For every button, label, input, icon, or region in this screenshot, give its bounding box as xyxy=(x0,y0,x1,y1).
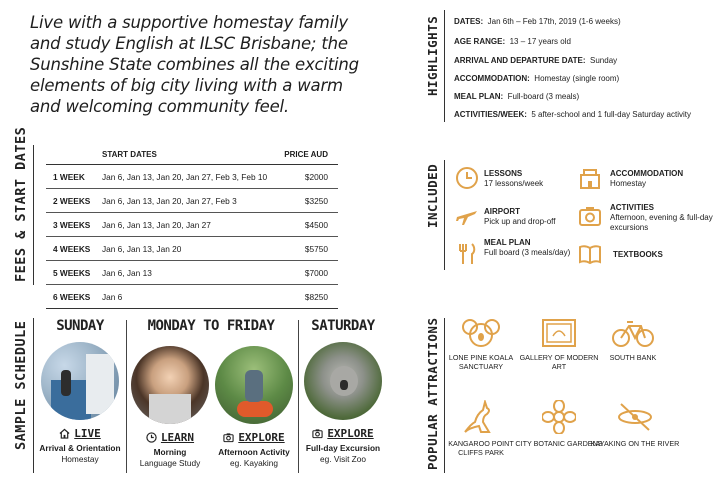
cutlery-icon xyxy=(455,242,479,266)
highlight-label: ARRIVAL AND DEPARTURE DATE: xyxy=(454,56,586,65)
price-cell: $3250 xyxy=(282,189,338,213)
included-title: LESSONS xyxy=(484,169,523,178)
activity-label: LIVE xyxy=(74,427,101,440)
activity-label: EXPLORE xyxy=(327,427,374,440)
included-activities xyxy=(610,203,715,233)
section-divider-highlights xyxy=(444,10,445,122)
price-cell: $7000 xyxy=(282,261,338,285)
included-desc: Afternoon, evening & full-day excursions xyxy=(610,213,713,232)
included-title: ACCOMMODATION xyxy=(610,169,684,178)
price-cell: $4500 xyxy=(282,213,338,237)
section-divider-fees xyxy=(33,145,34,285)
section-label-fees: FEES & START DATES xyxy=(13,126,29,282)
activity-line2: eg. Kayaking xyxy=(230,458,278,468)
kayak-icon xyxy=(617,400,653,434)
highlight-age xyxy=(454,37,571,46)
activity-line1: Afternoon Activity xyxy=(218,447,290,457)
activity-line2: Homestay xyxy=(61,454,99,464)
section-label-attractions: POPULAR ATTRACTIONS xyxy=(425,317,440,470)
table-row xyxy=(46,165,338,189)
highlight-label: DATES: xyxy=(454,17,484,26)
duration-cell: 2 WEEKS xyxy=(46,189,102,213)
highlight-value: Sunday xyxy=(590,56,618,65)
attraction-koala xyxy=(436,318,526,371)
highlight-value: Jan 6th – Feb 17th, 2019 (1-6 weeks) xyxy=(487,17,621,26)
building-icon xyxy=(578,166,602,190)
price-cell: $2000 xyxy=(282,165,338,189)
flower-icon xyxy=(542,400,576,434)
dates-cell: Jan 6 xyxy=(102,285,282,309)
student-photo xyxy=(131,346,209,424)
camera-icon xyxy=(223,432,234,443)
included-title: AIRPORT xyxy=(484,207,520,216)
included-desc: Homestay xyxy=(610,179,647,188)
fees-header-price: PRICE AUD xyxy=(282,145,338,165)
day-title: MONDAY TO FRIDAY xyxy=(147,318,275,334)
dates-cell: Jan 6, Jan 13, Jan 20, Jan 27 xyxy=(102,213,282,237)
duration-cell: 6 WEEKS xyxy=(46,285,102,309)
day-title: SUNDAY xyxy=(56,318,104,334)
included-desc: Pick up and drop-off xyxy=(484,217,556,226)
attraction-name: GALLERY OF MODERN ART xyxy=(519,353,599,371)
attraction-kayaking xyxy=(590,400,680,448)
dates-cell: Jan 6, Jan 13, Jan 20 xyxy=(102,237,282,261)
dates-cell: Jan 6, Jan 13, Jan 20, Jan 27, Feb 3, Feb 10 xyxy=(102,165,282,189)
activity-live xyxy=(30,427,130,440)
highlight-accommodation xyxy=(454,74,619,83)
fees-table xyxy=(46,145,338,309)
table-row xyxy=(46,237,338,261)
airplane-icon xyxy=(455,204,479,228)
fees-header-duration xyxy=(46,145,102,165)
clock-icon xyxy=(146,432,157,443)
price-cell: $8250 xyxy=(282,285,338,309)
included-desc: Full board (3 meals/day) xyxy=(484,248,571,257)
attraction-name: KAYAKING ON THE RIVER xyxy=(590,439,680,448)
section-divider-included xyxy=(444,160,445,270)
gallery-icon xyxy=(541,318,577,348)
camera-icon xyxy=(312,428,323,439)
activity-line1: Full-day Excursion xyxy=(305,443,381,453)
kangaroo-icon xyxy=(463,400,499,434)
activity-label: LEARN xyxy=(160,431,195,444)
attraction-name: KANGAROO POINT CLIFFS PARK xyxy=(448,439,514,457)
highlight-value: 5 after-school and 1 full-day Saturday activity xyxy=(531,110,691,119)
highlight-label: AGE RANGE: xyxy=(454,37,506,46)
attraction-name: SOUTH BANK xyxy=(609,353,657,362)
attraction-name: CITY BOTANIC GARDENS xyxy=(515,439,603,448)
highlight-value: 13 – 17 years old xyxy=(509,37,571,46)
highlight-activities xyxy=(454,110,691,119)
attraction-name: LONE PINE KOALA SANCTUARY xyxy=(448,353,514,371)
homestay-photo xyxy=(41,342,119,420)
duration-cell: 4 WEEKS xyxy=(46,237,102,261)
table-row xyxy=(46,189,338,213)
koala-icon xyxy=(461,318,501,348)
included-accommodation xyxy=(610,169,710,189)
highlight-arrival xyxy=(454,56,617,65)
price-cell: $5750 xyxy=(282,237,338,261)
included-title: ACTIVITIES xyxy=(610,203,655,212)
koala-photo xyxy=(304,342,382,420)
activity-explore-saturday xyxy=(293,427,393,440)
dates-cell: Jan 6, Jan 13 xyxy=(102,261,282,285)
included-title: MEAL PLAN xyxy=(484,238,531,247)
bicycle-icon xyxy=(611,318,655,348)
activity-explore-afternoon xyxy=(204,431,304,444)
section-label-highlights: HIGHLIGHTS xyxy=(425,15,440,96)
table-row xyxy=(46,285,338,309)
activity-line2: eg. Visit Zoo xyxy=(320,454,366,464)
included-lessons xyxy=(484,169,574,189)
table-row xyxy=(46,261,338,285)
highlight-meal xyxy=(454,92,579,101)
intro-paragraph: Live with a supportive homestay family and study English at ILSC Brisbane; the Sunshine State combines all the exciting elements of big city living with a warm and welcoming community feel. xyxy=(30,13,359,116)
camera-icon xyxy=(578,204,602,228)
highlight-value: Homestay (single room) xyxy=(534,74,620,83)
kayaking-photo xyxy=(215,346,293,424)
section-label-included: INCLUDED xyxy=(425,163,440,228)
highlight-dates xyxy=(454,17,621,26)
duration-cell: 3 WEEKS xyxy=(46,213,102,237)
highlight-label: ACCOMMODATION: xyxy=(454,74,530,83)
duration-cell: 1 WEEK xyxy=(46,165,102,189)
activity-line1: Arrival & Orientation xyxy=(39,443,121,453)
included-desc: 17 lessons/week xyxy=(484,179,544,188)
fees-header-row xyxy=(46,145,338,165)
schedule-saturday xyxy=(293,318,393,464)
day-title: SATURDAY xyxy=(311,318,375,334)
included-airport xyxy=(484,207,584,227)
book-icon xyxy=(578,242,602,266)
activity-label: EXPLORE xyxy=(238,431,285,444)
schedule-sunday xyxy=(30,318,130,464)
table-row xyxy=(46,213,338,237)
included-textbooks xyxy=(613,250,703,260)
fees-header-dates: START DATES xyxy=(102,145,282,165)
home-icon xyxy=(59,428,70,439)
dates-cell: Jan 6, Jan 13, Jan 20, Jan 27, Feb 3 xyxy=(102,189,282,213)
highlight-label: ACTIVITIES/WEEK: xyxy=(454,110,527,119)
section-label-schedule: SAMPLE SCHEDULE xyxy=(13,320,29,450)
activity-line1: Morning xyxy=(153,447,187,457)
duration-cell: 5 WEEKS xyxy=(46,261,102,285)
included-meal xyxy=(484,238,574,258)
activity-line2: Language Study xyxy=(139,458,201,468)
clock-icon xyxy=(455,166,479,190)
highlight-value: Full-board (3 meals) xyxy=(507,92,580,101)
included-title: TEXTBOOKS xyxy=(613,250,663,259)
attraction-southbank xyxy=(588,318,678,362)
schedule-weekday-afternoon xyxy=(204,322,304,468)
attraction-kangaroo xyxy=(436,400,526,457)
highlight-label: MEAL PLAN: xyxy=(454,92,504,101)
